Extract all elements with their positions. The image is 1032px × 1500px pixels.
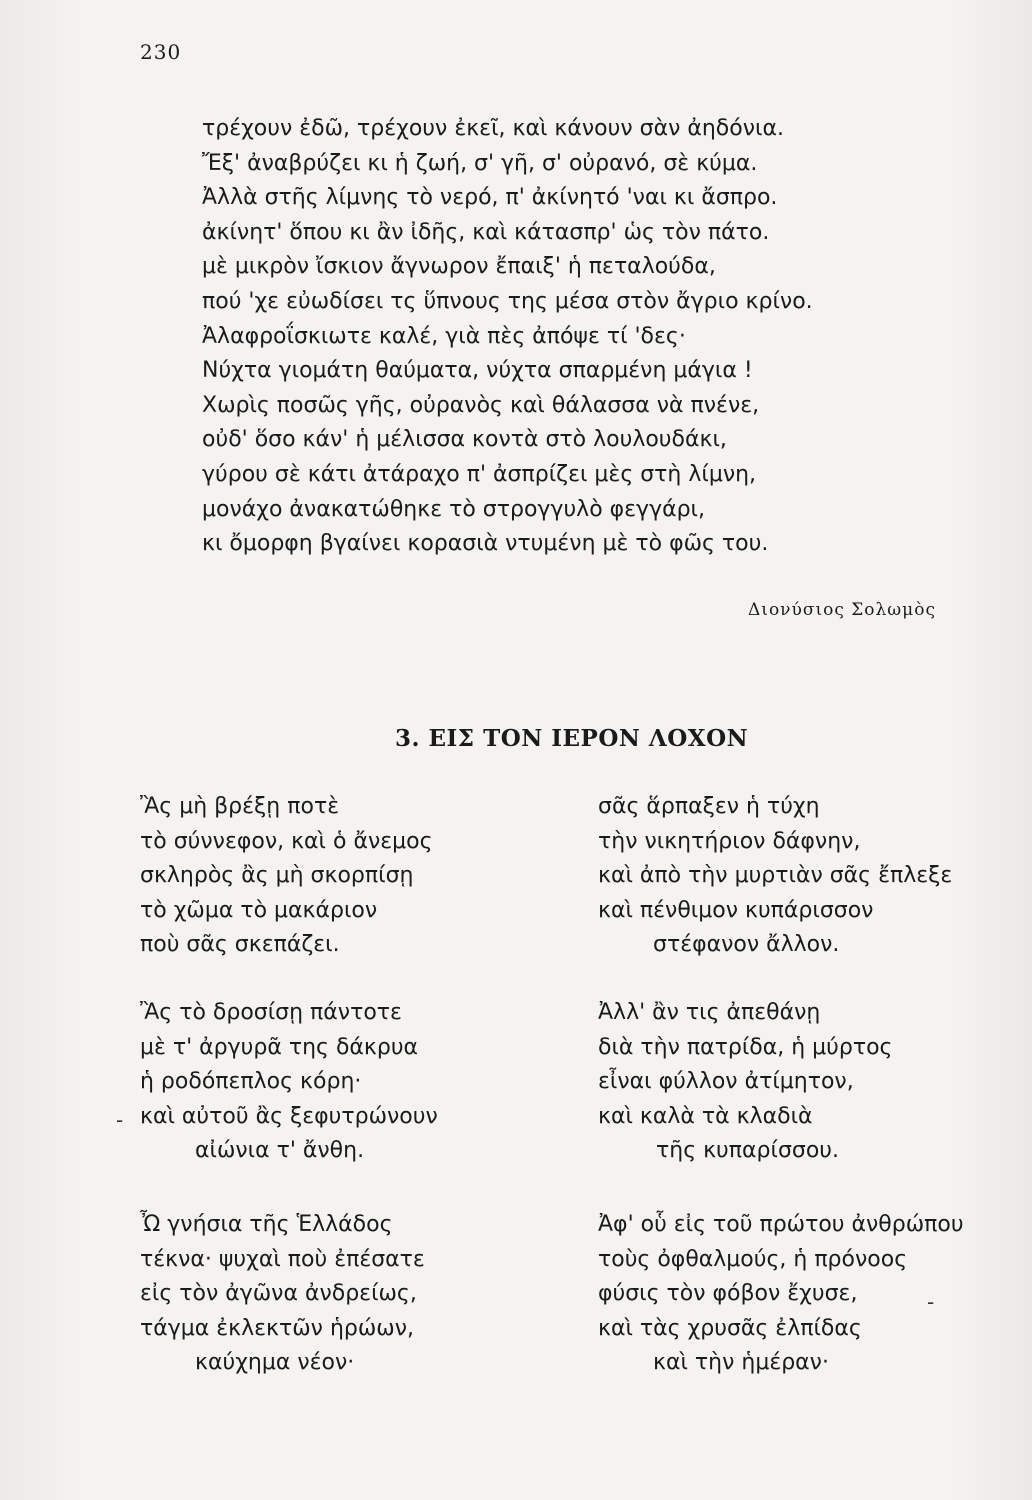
right-stanza-1 (598, 790, 1008, 963)
verse-line: ποὺ σᾶς σκεπάζει. (140, 932, 340, 958)
poem-line: τρέχουν ἐδῶ, τρέχουν ἐκεῖ, καὶ κάνουν σὰν ἀηδόνια. (202, 116, 784, 141)
verse-line: καὶ αὐτοῦ ἂς ξεφυτρώνουν (140, 1103, 438, 1129)
verse-line: καὶ τὴν ἡμέραν· (653, 1350, 829, 1376)
verse-line: Ἀφ' οὗ εἰς τοῦ πρώτου ἀνθρώπου (598, 1212, 964, 1237)
verse-line: τὴν νικητήριον δάφνην, (598, 828, 861, 854)
verse-line: εἰς τὸν ἀγῶνα ἀνδρείως, (140, 1281, 417, 1307)
verse-line: τῆς κυπαρίσσου. (656, 1138, 840, 1164)
poem-line: μονάχο ἀνακατώθηκε τὸ στρογγυλὸ φεγγάρι, (202, 496, 705, 522)
verse-line: τέκνα· ψυχαὶ ποὺ ἐπέσατε (140, 1246, 425, 1272)
poem-line: πού 'χε εὐωδίσει τς ὕπνους της μέσα στὸν ἄγριο κρίνο. (202, 288, 813, 314)
verse-line: τάγμα ἐκλεκτῶν ἡρώων, (140, 1315, 414, 1341)
left-stanza-1 (140, 790, 520, 963)
poem-line: μὲ μικρὸν ἴσκιον ἄγνωρον ἔπαιξ' ἡ πεταλούδα, (202, 254, 716, 280)
left-stanza-2 (140, 996, 520, 1169)
verse-line: σᾶς ἅρπαξεν ἡ τύχη (598, 794, 820, 819)
verse-line: Ὦ γνήσια τῆς Ἑλλάδος (140, 1212, 393, 1237)
verse-line: μὲ τ' ἀργυρᾶ της δάκρυα (140, 1034, 419, 1060)
poem-line: Ἔξ' ἀναβρύζει κι ἡ ζωή, σ' γῆ, σ' οὐρανό, σὲ κύμα. (202, 150, 758, 176)
verse-line: καὶ πένθιμον κυπάρισσον (598, 897, 874, 923)
left-stanza-3 (140, 1208, 520, 1381)
verse-line: Ἂς μὴ βρέξῃ ποτὲ (140, 794, 340, 819)
right-stanza-3 (598, 1208, 1008, 1381)
verse-line: τοὺς ὀφθαλμούς, ἡ πρόνοος (598, 1246, 908, 1272)
margin-mark: - (116, 1108, 124, 1132)
verse-line: Ἂς τὸ δροσίσῃ πάντοτε (140, 1000, 402, 1025)
section-title: 3. ΕΙΣ ΤΟΝ ΙΕΡΟΝ ΛΟΧΟΝ (395, 725, 749, 752)
poem-line: ἀκίνητ' ὅπου κι ἂν ἰδῆς, καὶ κάτασπρ' ὡς τὸν πάτο. (202, 219, 770, 245)
page-number: 230 (140, 40, 182, 64)
poem-top (202, 112, 902, 562)
verse-line: ἡ ροδόπεπλος κόρη· (140, 1069, 362, 1095)
poem-line: Νύχτα γιομάτη θαύματα, νύχτα σπαρμένη μάγια ! (202, 358, 753, 384)
verse-line: καὶ ἀπὸ τὴν μυρτιὰν σᾶς ἔπλεξε (598, 863, 953, 889)
poem-line: οὐδ' ὅσο κάν' ἡ μέλισσα κοντὰ στὸ λουλουδάκι, (202, 427, 727, 453)
margin-mark: - (927, 1290, 935, 1314)
verse-line: στέφανον ἄλλον. (653, 932, 840, 958)
poem-line: Ἀλαφροΐσκιωτε καλέ, γιὰ πὲς ἀπόψε τί 'δες· (202, 323, 686, 349)
verse-line: καύχημα νέον· (195, 1350, 355, 1376)
verse-line: σκληρὸς ἂς μὴ σκορπίσῃ (140, 863, 414, 889)
poem-line: γύρου σὲ κάτι ἀτάραχο π' ἀσπρίζει μὲς στὴ λίμνη, (202, 461, 757, 487)
verse-line: Ἀλλ' ἂν τις ἀπεθάνῃ (598, 1000, 821, 1025)
verse-line: τὸ σύννεφον, καὶ ὁ ἄνεμος (140, 828, 433, 854)
right-stanza-2 (598, 996, 1008, 1169)
verse-line: καὶ καλὰ τὰ κλαδιὰ (598, 1103, 813, 1129)
poem-line: Ἀλλὰ στῆς λίμνης τὸ νερό, π' ἀκίνητό 'ναι κι ἄσπρο. (202, 185, 778, 211)
verse-line: αἰώνια τ' ἄνθη. (195, 1138, 365, 1164)
verse-line: φύσις τὸν φόβον ἔχυσε, (598, 1281, 858, 1307)
verse-line: εἶναι φύλλον ἀτίμητον, (598, 1069, 854, 1095)
poem-line: κι ὄμορφη βγαίνει κορασιὰ ντυμένη μὲ τὸ φῶς του. (202, 531, 769, 557)
verse-line: διὰ τὴν πατρίδα, ἡ μύρτος (598, 1034, 893, 1060)
verse-line: τὸ χῶμα τὸ μακάριον (140, 897, 378, 923)
author-signature: Διονύσιος Σολωμὸς (748, 600, 936, 620)
verse-line: καὶ τὰς χρυσᾶς ἐλπίδας (598, 1315, 862, 1341)
poem-line: Χωρὶς ποσῶς γῆς, οὐρανὸς καὶ θάλασσα νὰ πνένε, (202, 392, 760, 418)
